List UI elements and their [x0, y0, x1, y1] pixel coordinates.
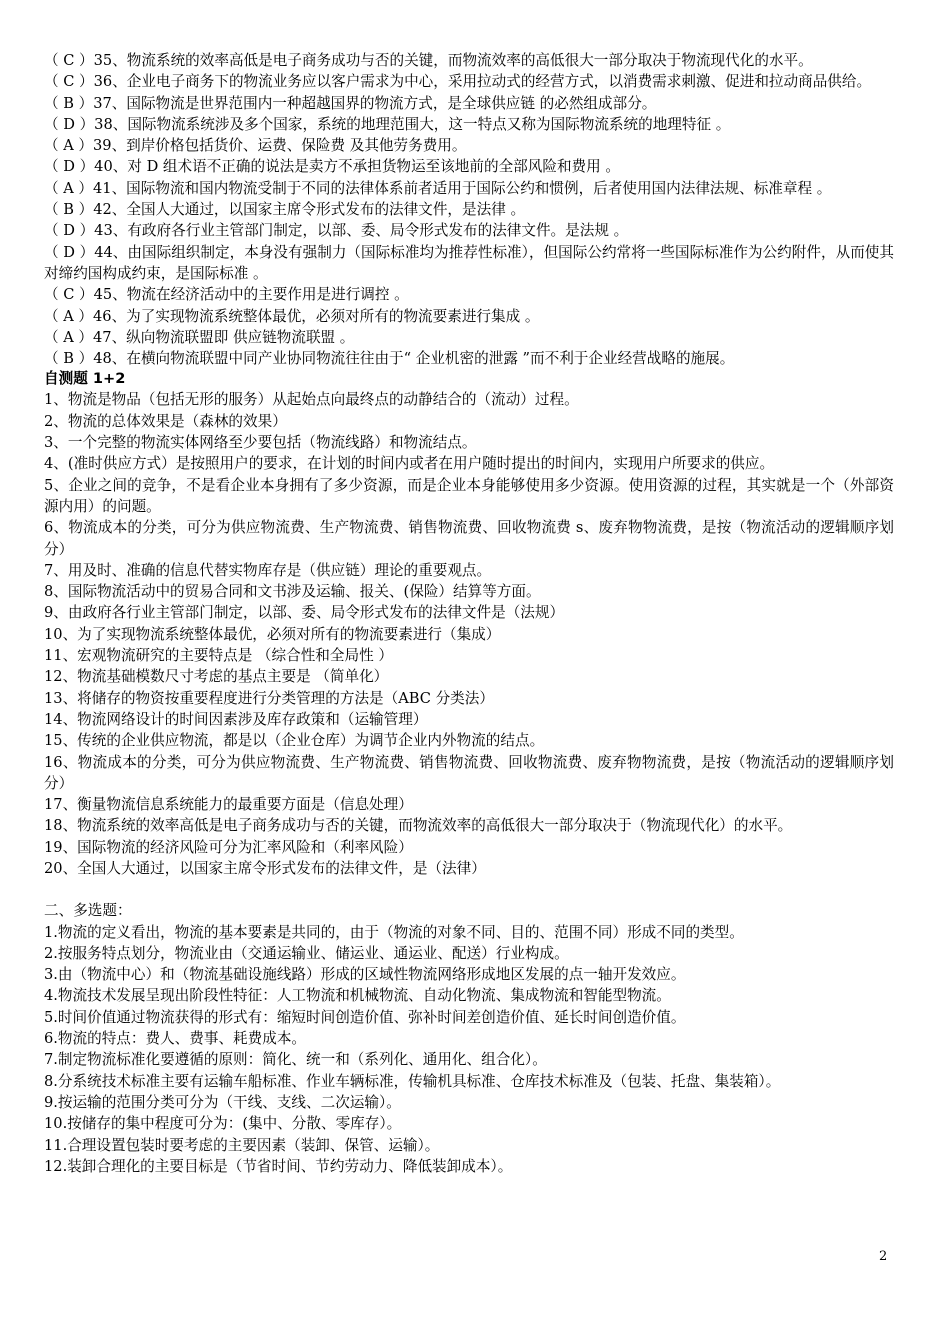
- list-item: 20、全国人大通过，以国家主席令形式发布的法律文件，是（法律）: [44, 859, 486, 877]
- choice-item: [44, 306, 894, 327]
- answer-label: （ C ）: [44, 73, 94, 91]
- question-text: 47、纵向物流联盟即 供应链物流联盟 。: [93, 328, 355, 346]
- multi-choice-heading: 二、多选题：: [44, 902, 132, 920]
- choice-item: [44, 220, 894, 241]
- multi-choice-list: [44, 922, 894, 1178]
- question-text: 46、为了实现物流系统整体最优，必须对所有的物流要素进行集成 。: [93, 307, 540, 325]
- question-text: 35、物流系统的效率高低是电子商务成功与否的关键，而物流效率的高低很大一部分取决于物流现代化的水平。: [93, 52, 813, 69]
- choice-item: [44, 284, 894, 305]
- list-item: 6.物流的特点：费人、费事、耗费成本。: [44, 1030, 307, 1048]
- list-item: 10.按储存的集中程度可分为：(集中、分散、零库存）。: [44, 1115, 402, 1133]
- answer-label: （ A ）: [44, 137, 94, 155]
- choice-item: [44, 348, 894, 369]
- self-test-list: [44, 389, 894, 879]
- list-item: 5、企业之间的竞争，不是看企业本身拥有了多少资源，而是企业本身能够使用多少资源。使用资源的过程，其实就是一个（外部资源内用）的问题。: [44, 476, 894, 515]
- choice-item: [44, 135, 894, 156]
- choice-item: [44, 178, 894, 199]
- list-item: 1.物流的定义看出，物流的基本要素是共同的，由于（物流的对象不同、目的、范围不同）形成不同的类型。: [44, 923, 744, 941]
- choice-item: [44, 199, 894, 220]
- question-text: 42、全国人大通过，以国家主席令形式发布的法律文件，是法律 。: [93, 201, 526, 219]
- list-item: 2、物流的总体效果是（森林的效果）: [44, 412, 287, 430]
- answer-label: （ D ）: [44, 158, 95, 176]
- choice-item: [44, 327, 894, 348]
- answer-label: （ D ）: [44, 222, 95, 240]
- list-item: 17、衡量物流信息系统能力的最重要方面是（信息处理）: [44, 796, 413, 814]
- list-item: 5.时间价值通过物流获得的形式有：缩短时间创造价值、弥补时间差创造价值、延长时间创造价值。: [44, 1008, 686, 1026]
- choice-item: [44, 50, 894, 71]
- choice-item: [44, 156, 894, 177]
- answer-label: （ C ）: [44, 52, 94, 69]
- choice-item: [44, 114, 894, 135]
- question-text: 40、对 D 组术语不正确的说法是卖方不承担货物运至该地前的全部风险和费用 。: [94, 158, 620, 176]
- question-text: 36、企业电子商务下的物流业务应以客户需求为中心，采用拉动式的经营方式，以消费需求刺激、促进和拉动商品供给。: [93, 73, 872, 91]
- answer-label: （ B ）: [44, 94, 94, 112]
- question-text: 38、国际物流系统涉及多个国家，系统的地理范围大，这一特点又称为国际物流系统的地理特征 。: [94, 115, 731, 133]
- list-item: 7.制定物流标准化要遵循的原则：简化、统一和（系列化、通用化、组合化）。: [44, 1051, 547, 1069]
- list-item: 9、由政府各行业主管部门制定，以部、委、局令形式发布的法律文件是（法规）: [44, 604, 565, 622]
- self-test-heading: 自测题 1+2: [44, 370, 126, 388]
- answer-label: （ A ）: [44, 179, 94, 197]
- answer-label: （ D ）: [44, 115, 95, 133]
- list-item: 7、用及时、准确的信息代替实物库存是（供应链）理论的重要观点。: [44, 561, 492, 579]
- list-item: 9.按运输的范围分类可分为（干线、支线、二次运输）。: [44, 1093, 401, 1111]
- question-text: 45、物流在经济活动中的主要作用是进行调控 。: [93, 286, 409, 304]
- list-item: 11、宏观物流研究的主要特点是 （综合性和全局性 ）: [44, 647, 393, 665]
- choice-item: [44, 93, 894, 114]
- list-item: 19、国际物流的经济风险可分为汇率风险和（利率风险）: [44, 838, 413, 856]
- answer-label: （ B ）: [44, 201, 94, 219]
- list-item: 6、物流成本的分类，可分为供应物流费、生产物流费、销售物流费、回收物流费 s、废弃物物流费，是按（物流活动的逻辑顺序划分）: [44, 519, 894, 558]
- answer-label: （ C ）: [44, 286, 94, 304]
- list-item: 3、一个完整的物流实体网络至少要包括（物流线路）和物流结点。: [44, 434, 477, 452]
- answer-label: （ A ）: [44, 328, 94, 346]
- list-item: 4、(准时供应方式）是按照用户的要求，在计划的时间内或者在用户随时提出的时间内，实现用户所要求的供应。: [44, 455, 775, 473]
- list-item: 15、传统的企业供应物流，都是以（企业仓库）为调节企业内外物流的结点。: [44, 732, 545, 750]
- list-item: 2.按服务特点划分，物流业由（交通运输业、储运业、通运业、配送）行业构成。: [44, 944, 569, 962]
- list-item: 16、物流成本的分类，可分为供应物流费、生产物流费、销售物流费、回收物流费、废弃物物流费，是按（物流活动的逻辑顺序划分）: [44, 753, 894, 792]
- list-item: 14、物流网络设计的时间因素涉及库存政策和（运输管理）: [44, 710, 428, 728]
- list-item: 4.物流技术发展呈现出阶段性特征：人工物流和机械物流、自动化物流、集成物流和智能型物流。: [44, 987, 671, 1005]
- question-text: 44、由国际组织制定，本身没有强制力（国际标准均为推荐性标准），但国际公约常将一些国际标准作为公约附件，从而使其对缔约国构成约束，是国际标准 。: [44, 243, 894, 282]
- list-item: 8、国际物流活动中的贸易合同和文书涉及运输、报关、(保险）结算等方面。: [44, 583, 541, 601]
- list-item: 12、物流基础模数尺寸考虑的基点主要是 （简单化）: [44, 668, 389, 686]
- list-item: 3.由（物流中心）和（物流基础设施线路）形成的区域性物流网络形成地区发展的点一轴开发效应。: [44, 966, 686, 984]
- list-item: 11.合理设置包装时要考虑的主要因素（装卸、保管、运输）。: [44, 1136, 440, 1154]
- list-item: 13、将储存的物资按重要程度进行分类管理的方法是（ABC 分类法）: [44, 689, 494, 707]
- list-item: 10、为了实现物流系统整体最优，必须对所有的物流要素进行（集成）: [44, 625, 501, 643]
- answer-label: （ D ）: [44, 243, 95, 261]
- question-text: 43、有政府各行业主管部门制定，以部、委、局令形式发布的法律文件。是法规 。: [94, 222, 629, 240]
- answer-label: （ B ）: [44, 350, 94, 368]
- question-text: 48、在横向物流联盟中同产业协同物流往往由于“ 企业机密的泄露 ”而不利于企业经营战略的施展。: [93, 350, 735, 368]
- list-item: 1、物流是物品（包括无形的服务）从起始点向最终点的动静结合的（流动）过程。: [44, 391, 579, 409]
- list-item: 8.分系统技术标准主要有运输车船标准、作业车辆标准，传输机具标准、仓库技术标准及（包装、托盘、集装箱）。: [44, 1072, 781, 1090]
- list-item: 12.装卸合理化的主要目标是（节省时间、节约劳动力、降低装卸成本）。: [44, 1157, 513, 1175]
- section-spacer: [44, 879, 894, 900]
- list-item: 18、物流系统的效率高低是电子商务成功与否的关键，而物流效率的高低很大一部分取决于（物流现代化）的水平。: [44, 817, 793, 835]
- question-text: 37、国际物流是世界范围内一种超越国界的物流方式，是全球供应链 的必然组成部分。: [93, 94, 657, 112]
- page-number: 2: [879, 1249, 888, 1264]
- choice-list: [44, 50, 894, 369]
- question-text: 39、到岸价格包括货价、运费、保险费 及其他劳务费用。: [93, 137, 467, 155]
- choice-item: [44, 242, 894, 285]
- question-text: 41、国际物流和国内物流受制于不同的法律体系前者适用于国际公约和惯例，后者使用国内法律法规、标准章程 。: [93, 179, 832, 197]
- document-body: [44, 50, 894, 1177]
- answer-label: （ A ）: [44, 307, 94, 325]
- choice-item: [44, 71, 894, 92]
